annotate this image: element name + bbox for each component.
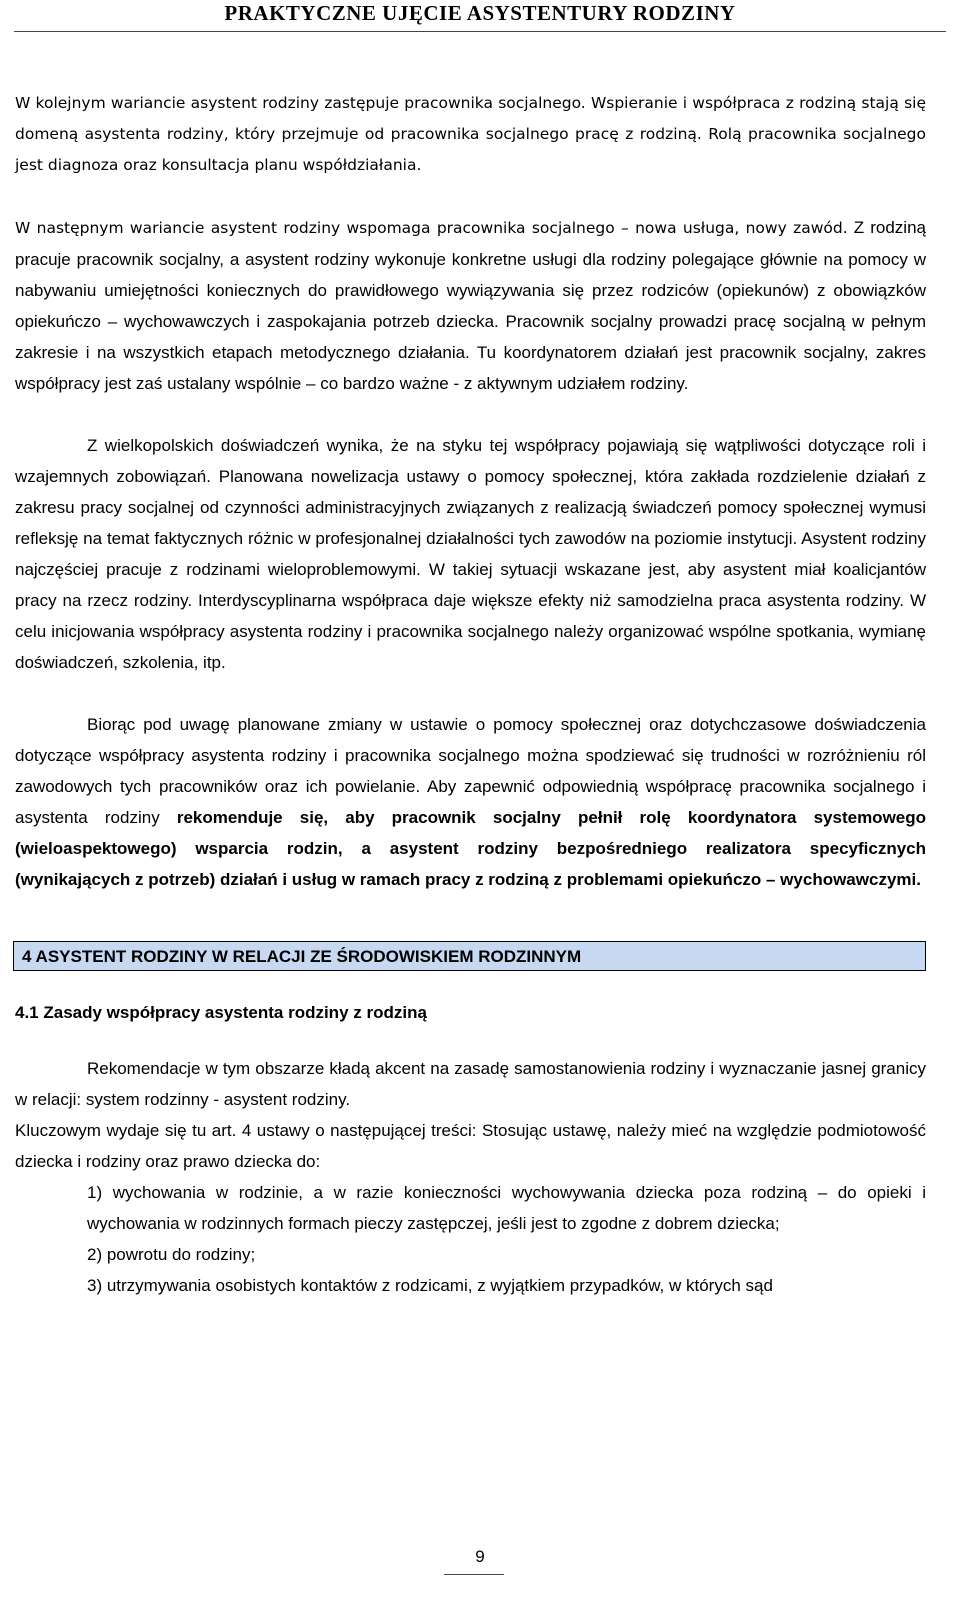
paragraph-recommendation-bold: rekomenduje się, aby pracownik socjalny pełnił rolę koordynatora systemowego (wieloaspektowego) wsparcia rodzin, a asystent rodziny bezpośredniego realizatora specyficznych (wynikających z potrzeb) działań i usług w ramach pracy z rodziną z problemami opiekuńczo – wychowawczymi. <box>15 808 927 889</box>
page-number: 9 <box>475 1547 485 1566</box>
paragraph-variant-support-lead: W następnym wariancie asystent rodziny wspomaga pracownika socjalnego – nowa usługa, nowy zawód. <box>15 219 848 237</box>
paragraph-variant-replacement: W kolejnym wariancie asystent rodziny zastępuje pracownika socjalnego. Wspieranie i współpraca z rodziną stają się domeną asystenta rodziny, który przejmuje od pracownika socjalnego pracę z rodziną. Rolą pracownika socjalnego jest diagnoza oraz konsultacja planu współdziałania. <box>15 94 926 174</box>
footer-rule <box>444 1574 504 1575</box>
list-item: 1) wychowania w rodzinie, a w razie konieczności wychowywania dziecka poza rodziną – do opieki i wychowania w rodzinnych formach pieczy zastępczej, jeśli jest to zgodne z dobrem dziecka; <box>87 1183 926 1233</box>
page-content <box>15 88 926 1301</box>
running-header: PRAKTYCZNE UJĘCIE ASYSTENTURY RODZINY <box>224 1 736 25</box>
paragraph-article-4: Kluczowym wydaje się tu art. 4 ustawy o następującej treści: Stosując ustawę, należy mieć na względzie podmiotowość dziecka i rodziny oraz prawo dziecka do: <box>15 1121 926 1171</box>
paragraph-recommendation-text: Biorąc pod uwagę planowane zmiany w ustawie o pomocy społecznej oraz dotychczasowe doświadczenia dotyczące współpracy asystenta rodziny i pracownika socjalnego można spodziewać się trudności w rozróżnieniu ról zawodowych tych pracowników oraz ich powielanie. Aby zapewnić odpowiednią współpracę pracownika socjalnego i asystenta rodziny <box>15 715 926 827</box>
list-item: 3) utrzymywania osobistych kontaktów z rodzicami, z wyjątkiem przypadków, w których sąd <box>87 1276 773 1295</box>
list-item: 2) powrotu do rodziny; <box>87 1245 256 1264</box>
paragraph-self-determination: Rekomendacje w tym obszarze kładą akcent na zasadę samostanowienia rodziny i wyznaczanie jasnej granicy w relacji: system rodzinny - asystent rodziny. <box>15 1059 926 1109</box>
paragraph-variant-support <box>15 212 926 399</box>
paragraph-wielkopolska-experience: Z wielkopolskich doświadczeń wynika, że na styku tej współpracy pojawiają się wątpliwości dotyczące roli i wzajemnych zobowiązań. Planowana nowelizacja ustawy o pomocy społecznej, która zakłada rozdzielenie działań z zakresu pracy socjalnej od czynności administracyjnych związanych z realizacją świadczeń pomocy społecznej wymusi refleksję na temat faktycznych różnic w profesjonalnej działalności tych zawodów na poziomie instytucji. Asystent rodziny najczęściej pracuje z rodzinami wieloproblemowymi. W takiej sytuacji wskazane jest, aby asystent miał koalicjantów pracy na rzecz rodziny. Interdyscyplinarna współpraca daje większe efekty niż samodzielna praca asystenta rodziny. W celu inicjowania współpracy asystenta rodziny i pracownika socjalnego należy organizować wspólne spotkania, wymianę doświadczeń, szkolenia, itp. <box>15 436 926 672</box>
paragraph-variant-support-body: Z rodziną pracuje pracownik socjalny, a asystent rodziny wykonuje konkretne usługi dla rodziny polegające głównie na pomocy w nabywaniu umiejętności koniecznych do prawidłowego wywiązywania się przez rodziców (opiekunów) z obowiązków opiekuńczo – wychowawczych i zaspokajania potrzeb dziecka. Pracownik socjalny prowadzi pracę socjalną w pełnym zakresie i na wszystkich etapach metodycznego działania. Tu koordynatorem działań jest pracownik socjalny, zakres współpracy jest zaś ustalany wspólnie – co bardzo ważne - z aktywnym udziałem rodziny. <box>15 218 926 393</box>
subsection-heading: 4.1 Zasady współpracy asystenta rodziny z rodziną <box>15 1003 427 1022</box>
section-heading: 4 ASYSTENT RODZINY W RELACJI ZE ŚRODOWISKIEM RODZINNYM <box>13 941 926 971</box>
paragraph-recommendation <box>15 709 926 895</box>
header-rule <box>14 31 946 32</box>
